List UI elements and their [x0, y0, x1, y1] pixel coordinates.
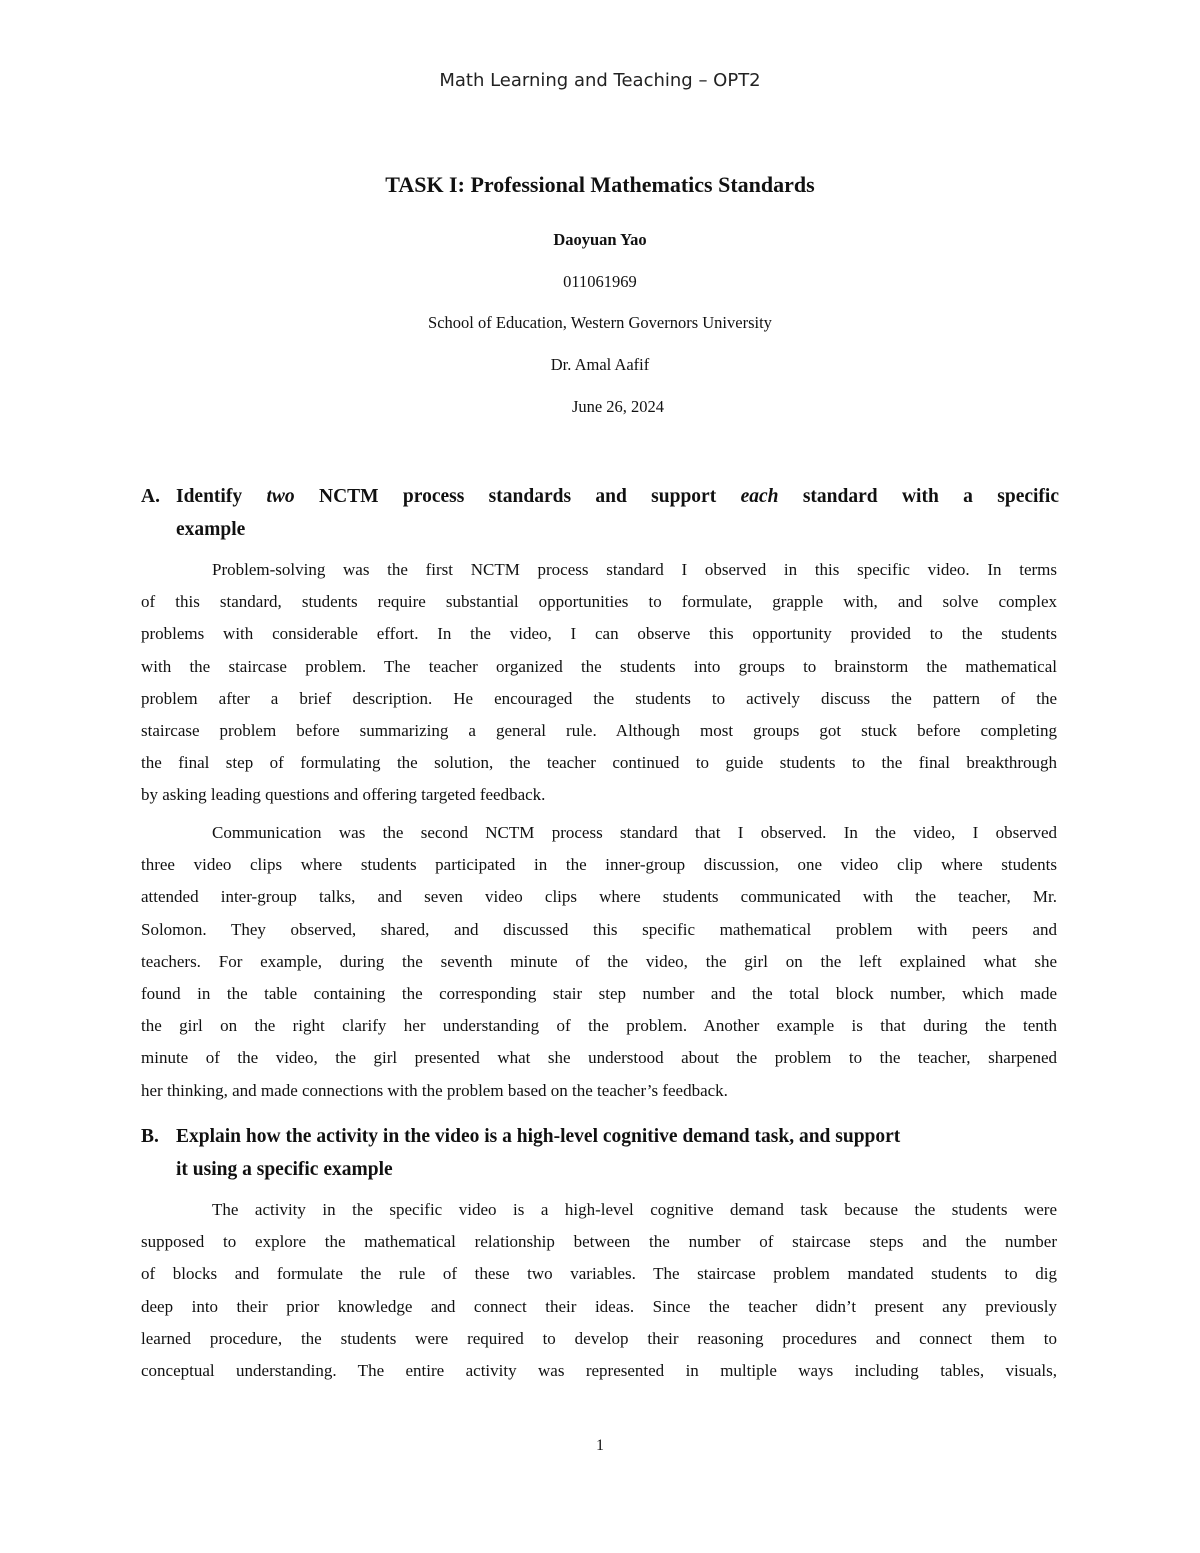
- section-a-heading: [141, 480, 1059, 546]
- section-b-paragraph-1: [141, 1194, 1057, 1387]
- author-name: Daoyuan Yao: [553, 230, 647, 249]
- text-line: the final step of formulating the solution, the teacher continued to guide students to the final breakthrough: [141, 753, 1057, 773]
- section-b-heading-line2: it using a specific example: [176, 1159, 393, 1180]
- text-line: of blocks and formulate the rule of these two variables. The staircase problem mandated students to dig: [141, 1264, 1057, 1284]
- text-line: teachers. For example, during the seventh minute of the video, the girl on the left explained what she: [141, 951, 1057, 971]
- document-date: June 26, 2024: [571, 397, 665, 416]
- section-a-letter: A.: [141, 486, 160, 507]
- text-line: her thinking, and made connections with the problem based on the teacher’s feedback.: [141, 1080, 728, 1100]
- section-b-letter: B.: [141, 1126, 159, 1147]
- student-id: 011061969: [563, 272, 637, 291]
- page-title: TASK I: Professional Mathematics Standards: [385, 172, 815, 197]
- text-line: Communication was the second NCTM process standard that I observed. In the video, I observed: [212, 823, 1057, 842]
- text-line: problem after a brief description. He encouraged the students to actively discuss the pattern of the: [141, 688, 1057, 708]
- instructor: Dr. Amal Aafif: [550, 355, 650, 374]
- text-line: deep into their prior knowledge and connect their ideas. Since the teacher didn’t present any previously: [141, 1296, 1057, 1316]
- section-b-heading-line1: Explain how the activity in the video is a high-level cognitive demand task, and support: [176, 1126, 901, 1147]
- text-line: Solomon. They observed, shared, and discussed this specific mathematical problem with peers and: [141, 919, 1057, 939]
- institution: School of Education, Western Governors University: [428, 313, 772, 332]
- text-line: with the staircase problem. The teacher organized the students into groups to brainstorm the mathematical: [141, 656, 1057, 676]
- text-line: problems with considerable effort. In the video, I can observe this opportunity provided to the students: [141, 624, 1057, 644]
- heading-emphasis: two: [266, 486, 295, 507]
- heading-text: Identify: [176, 486, 267, 507]
- page-number: 1: [596, 1437, 604, 1454]
- text-line: learned procedure, the students were required to develop their reasoning procedures and connect them to: [141, 1328, 1057, 1348]
- section-a-paragraph-1: [141, 554, 1057, 812]
- text-line: the girl on the right clarify her understanding of the problem. Another example is that during the tenth: [141, 1016, 1057, 1036]
- text-line: conceptual understanding. The entire activity was represented in multiple ways including tables, visuals,: [141, 1360, 1057, 1380]
- text-line: minute of the video, the girl presented what she understood about the problem to the teacher, sharpened: [141, 1048, 1057, 1068]
- text-line: supposed to explore the mathematical relationship between the number of staircase steps and the number: [141, 1232, 1057, 1252]
- section-b-heading: [141, 1120, 1059, 1186]
- heading-emphasis: each: [740, 486, 779, 507]
- text-line: by asking leading questions and offering targeted feedback.: [141, 785, 546, 805]
- text-line: staircase problem before summarizing a general rule. Although most groups got stuck before completing: [141, 720, 1057, 740]
- text-line: of this standard, students require substantial opportunities to formulate, grapple with, and solve complex: [141, 592, 1057, 612]
- section-a-heading-line2: example: [176, 519, 246, 540]
- text-line: Problem-solving was the first NCTM process standard I observed in this specific video. In terms: [212, 560, 1057, 579]
- heading-text: NCTM process standards and support: [294, 486, 741, 507]
- text-line: attended inter-group talks, and seven video clips where students communicated with the teacher, Mr.: [141, 887, 1057, 907]
- text-line: found in the table containing the corresponding stair step number and the total block number, which made: [141, 983, 1057, 1003]
- heading-text: standard with a specific: [778, 486, 1059, 507]
- section-a-paragraph-2: [141, 817, 1057, 1107]
- text-line: The activity in the specific video is a high-level cognitive demand task because the students were: [212, 1200, 1057, 1219]
- text-line: three video clips where students participated in the inner-group discussion, one video clip where students: [141, 855, 1057, 875]
- section-a-heading-line1: [141, 480, 1059, 513]
- running-head: Math Learning and Teaching – OPT2: [439, 70, 761, 91]
